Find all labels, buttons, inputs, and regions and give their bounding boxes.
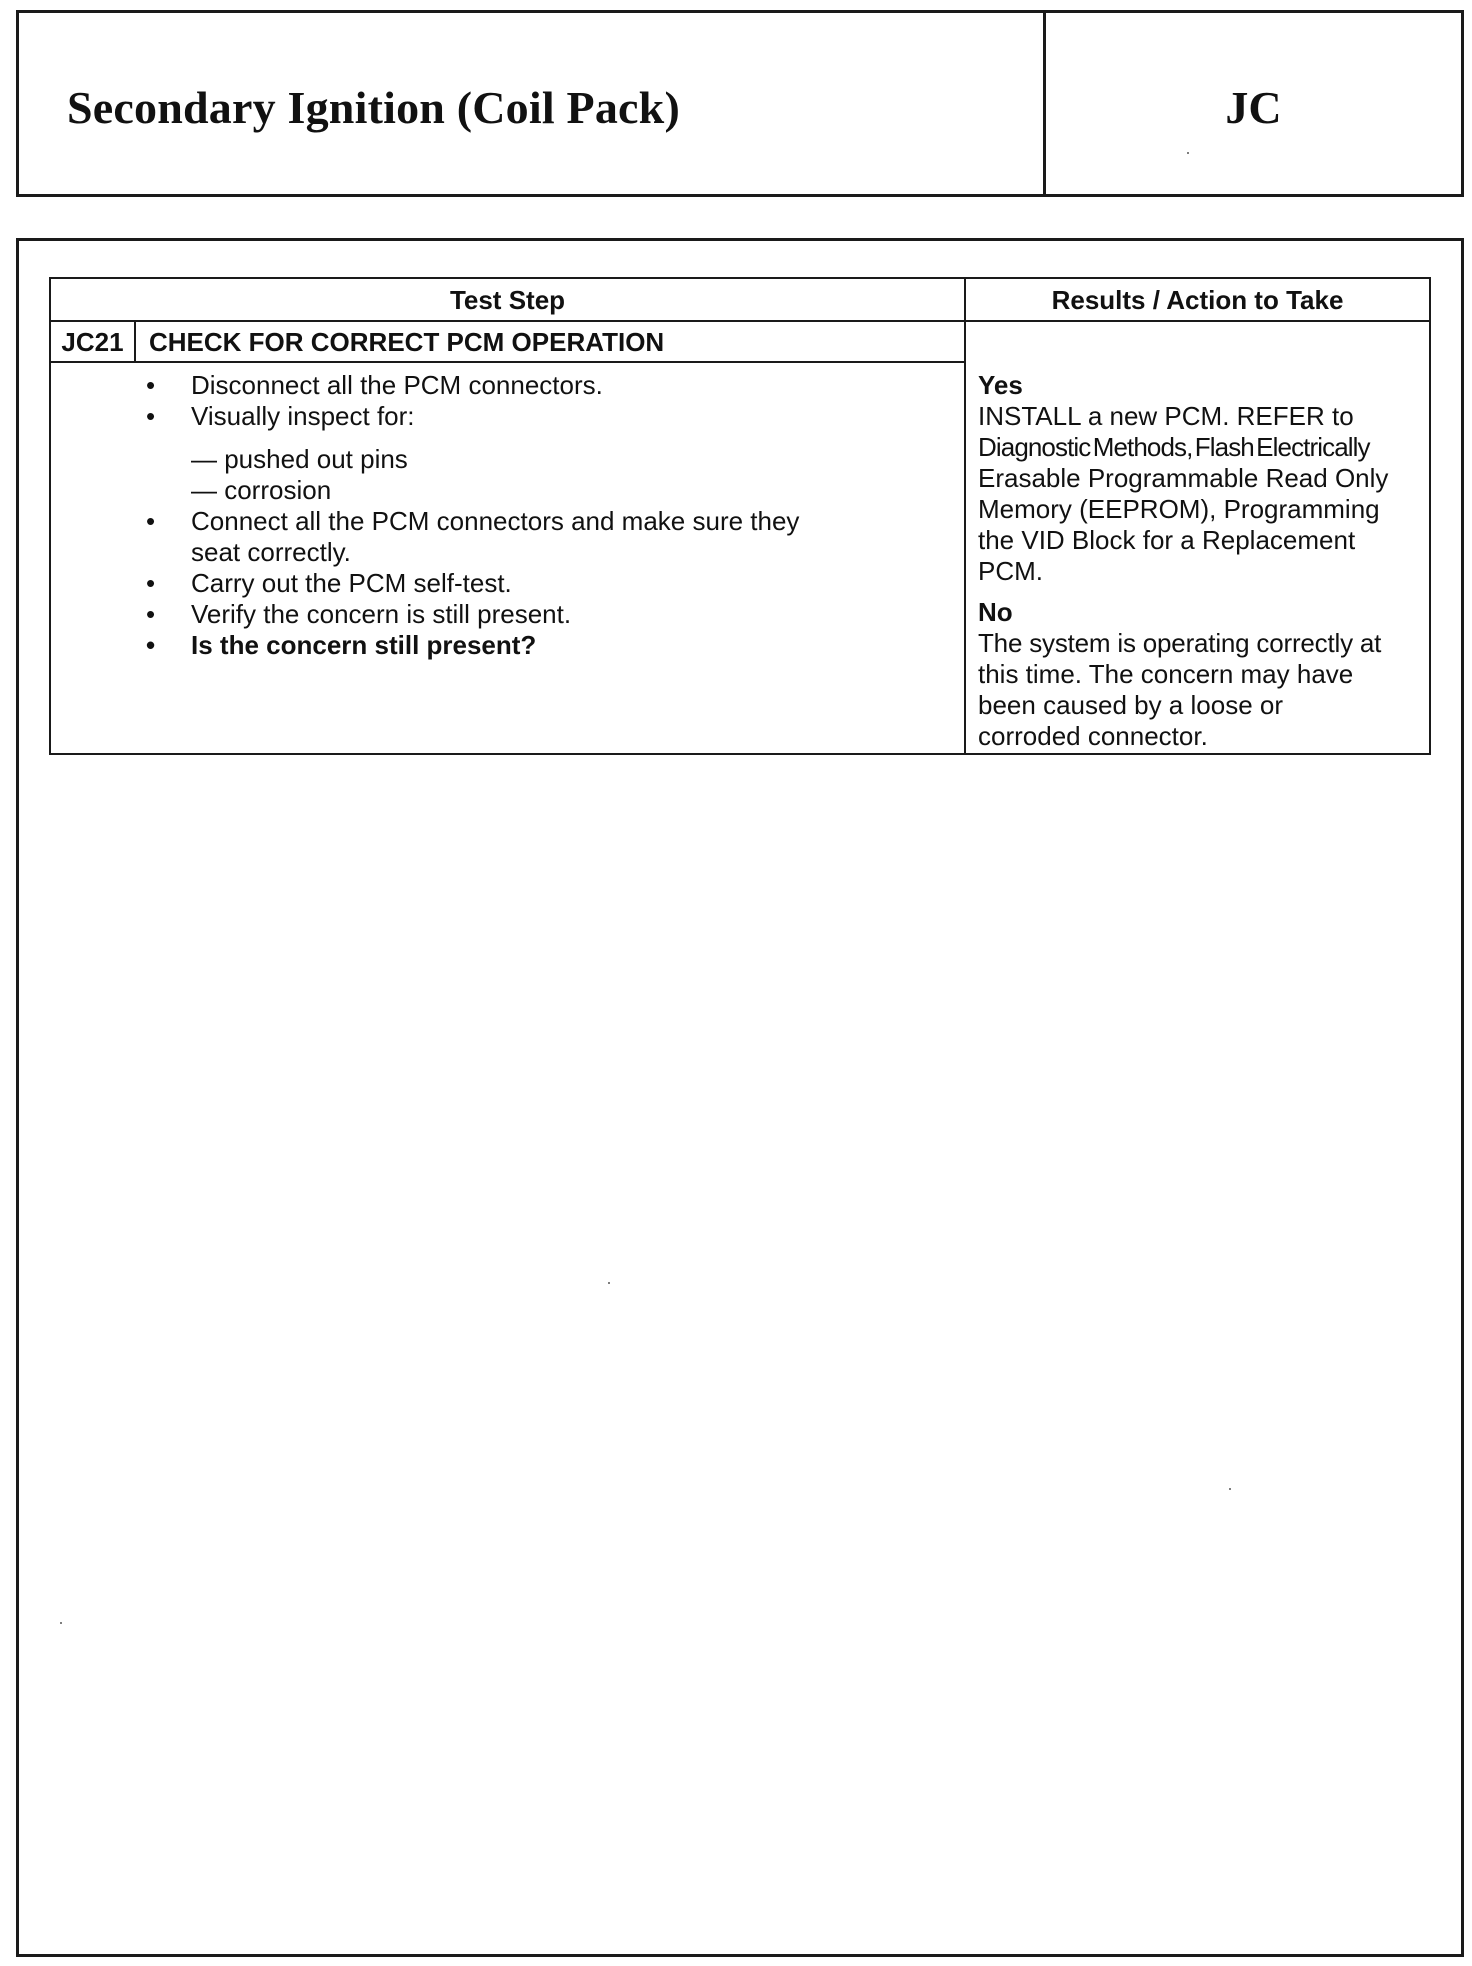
- result-no-line: The system is operating correctly at: [978, 628, 1382, 658]
- section-code: JC: [1225, 82, 1282, 133]
- header-box: [16, 10, 1464, 197]
- scan-speck: [60, 1622, 62, 1624]
- page-title: Secondary Ignition (Coil Pack): [67, 82, 680, 133]
- test-step-table: [49, 277, 1431, 755]
- bullet-icon: •: [146, 370, 156, 400]
- result-yes-label: Yes: [978, 370, 1023, 400]
- result-yes-line: INSTALL a new PCM. REFER to: [978, 401, 1354, 431]
- list-item-text: Is the concern still present?: [191, 630, 537, 660]
- bullet-icon: •: [146, 599, 156, 629]
- result-no-line: been caused by a loose or: [978, 690, 1283, 720]
- list-item-continuation: seat correctly.: [191, 537, 351, 567]
- result-yes-line: PCM.: [978, 556, 1043, 586]
- step-id: JC21: [61, 327, 124, 357]
- bullet-icon: •: [146, 401, 156, 431]
- column-header-test-step: Test Step: [449, 285, 566, 315]
- list-item-text: Visually inspect for:: [191, 401, 415, 431]
- result-yes-line: Erasable Programmable Read Only: [978, 463, 1389, 493]
- bullet-icon: •: [146, 630, 156, 660]
- result-yes-line: Memory (EEPROM), Programming: [978, 494, 1380, 524]
- scan-speck: [1229, 1488, 1231, 1490]
- result-yes-line: Diagnostic Methods, Flash Electrically: [978, 432, 1370, 462]
- result-yes-line: the VID Block for a Replacement: [978, 525, 1356, 555]
- list-item-question: [146, 630, 966, 661]
- sub-list-item: — corrosion: [191, 475, 332, 505]
- result-no-label: No: [978, 597, 1013, 627]
- sub-list-item: — pushed out pins: [191, 444, 408, 474]
- results-column: [978, 370, 1428, 752]
- list-item: [146, 568, 966, 599]
- step-title: CHECK FOR CORRECT PCM OPERATION: [149, 327, 665, 357]
- list-item-text: Carry out the PCM self-test.: [191, 568, 512, 598]
- result-no-line: corroded connector.: [978, 721, 1208, 751]
- list-item-text: Connect all the PCM connectors and make sure they: [191, 506, 800, 536]
- list-item: [146, 506, 966, 537]
- instruction-list: [146, 370, 966, 661]
- step-id-divider: [134, 320, 136, 361]
- scan-speck: [608, 1282, 610, 1284]
- result-no-line: this time. The concern may have: [978, 659, 1354, 689]
- header-row-divider: [51, 320, 1429, 322]
- list-item-text: Verify the concern is still present.: [191, 599, 572, 629]
- bullet-icon: •: [146, 506, 156, 536]
- scan-speck: [1187, 152, 1189, 154]
- list-item: [146, 599, 966, 630]
- list-item: [146, 370, 966, 401]
- step-row-divider: [51, 361, 964, 363]
- column-header-results: Results / Action to Take: [1051, 285, 1344, 315]
- list-item-text: Disconnect all the PCM connectors.: [191, 370, 603, 400]
- list-item: [146, 401, 966, 432]
- bullet-icon: •: [146, 568, 156, 598]
